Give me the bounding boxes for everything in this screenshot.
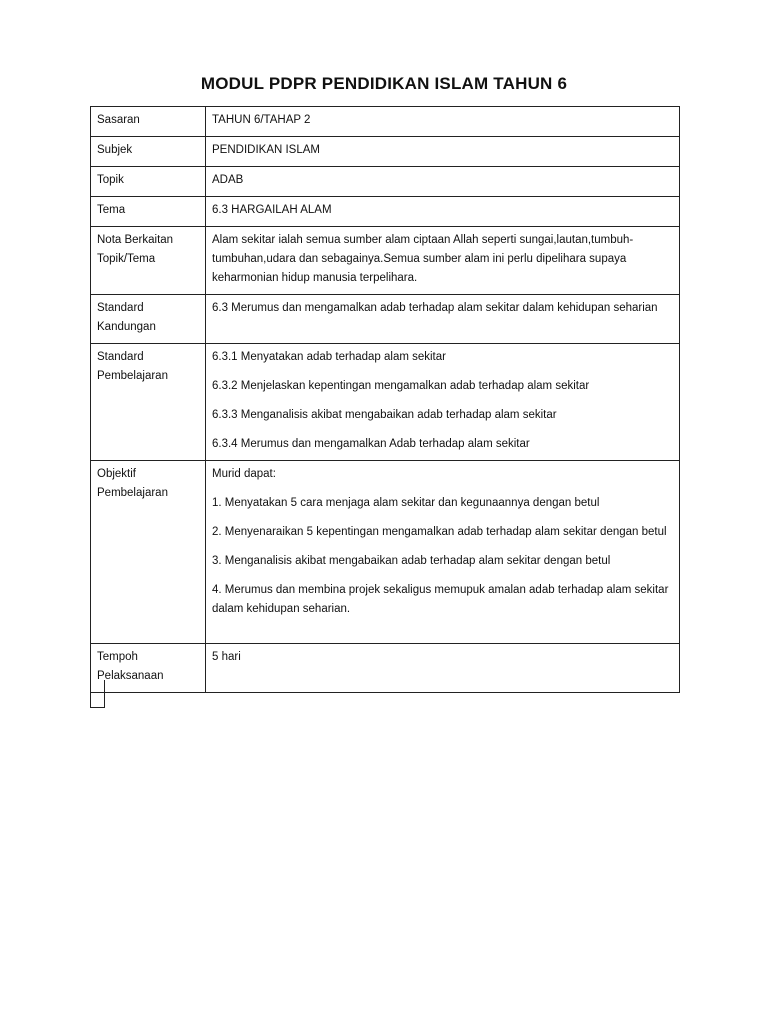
module-info-table [90, 106, 680, 693]
row-value: ADAB [206, 167, 680, 197]
table-row-subjek [91, 137, 680, 167]
table-row-objektif-pembelajaran [91, 461, 680, 644]
table-row-tema [91, 197, 680, 227]
row-label: Tempoh Pelaksanaan [91, 644, 206, 693]
table-stub-cell [90, 680, 105, 708]
table-row-nota-berkaitan [91, 227, 680, 295]
list-item: 2. Menyenaraikan 5 kepentingan mengamalkan adab terhadap alam sekitar dengan betul [212, 526, 667, 538]
list-item: 6.3.3 Menganalisis akibat mengabaikan adab terhadap alam sekitar [212, 409, 557, 421]
list-item: Murid dapat: [212, 468, 276, 480]
row-value: 6.3 Merumus dan mengamalkan adab terhadap alam sekitar dalam kehidupan seharian [206, 295, 680, 344]
row-value-list [206, 344, 680, 461]
row-value-list [206, 461, 680, 644]
document-title: MODUL PDPR PENDIDIKAN ISLAM TAHUN 6 [200, 74, 568, 93]
row-value: PENDIDIKAN ISLAM [206, 137, 680, 167]
row-value: 5 hari [206, 644, 680, 693]
list-item: 1. Menyatakan 5 cara menjaga alam sekitar dan kegunaannya dengan betul [212, 497, 600, 509]
row-value: Alam sekitar ialah semua sumber alam ciptaan Allah seperti sungai,lautan,tumbuh-tumbuhan,udara dan sebagainya.Semua sumber alam ini perlu dipelihara supaya keharmonian hidup manusia terpelihara. [206, 227, 680, 295]
row-label: Standard Pembelajaran [91, 344, 206, 461]
row-value: TAHUN 6/TAHAP 2 [206, 107, 680, 137]
list-item: 6.3.2 Menjelaskan kepentingan mengamalkan adab terhadap alam sekitar [212, 380, 590, 392]
table-row-sasaran [91, 107, 680, 137]
row-label: Objektif Pembelajaran [91, 461, 206, 644]
row-label: Nota Berkaitan Topik/Tema [91, 227, 206, 295]
list-item: 6.3.4 Merumus dan mengamalkan Adab terhadap alam sekitar [212, 438, 530, 450]
table-row-standard-pembelajaran [91, 344, 680, 461]
table-row-topik [91, 167, 680, 197]
row-label: Subjek [91, 137, 206, 167]
row-label: Topik [91, 167, 206, 197]
row-value: 6.3 HARGAILAH ALAM [206, 197, 680, 227]
row-label: Standard Kandungan [91, 295, 206, 344]
list-item: 3. Menganalisis akibat mengabaikan adab terhadap alam sekitar dengan betul [212, 555, 611, 567]
row-label: Sasaran [91, 107, 206, 137]
row-label: Tema [91, 197, 206, 227]
table-row-tempoh-pelaksanaan [91, 644, 680, 693]
table-row-standard-kandungan [91, 295, 680, 344]
list-item: 6.3.1 Menyatakan adab terhadap alam sekitar [212, 351, 446, 363]
list-item: 4. Merumus dan membina projek sekaligus memupuk amalan adab terhadap alam sekitar dalam kehidupan seharian. [212, 584, 669, 615]
